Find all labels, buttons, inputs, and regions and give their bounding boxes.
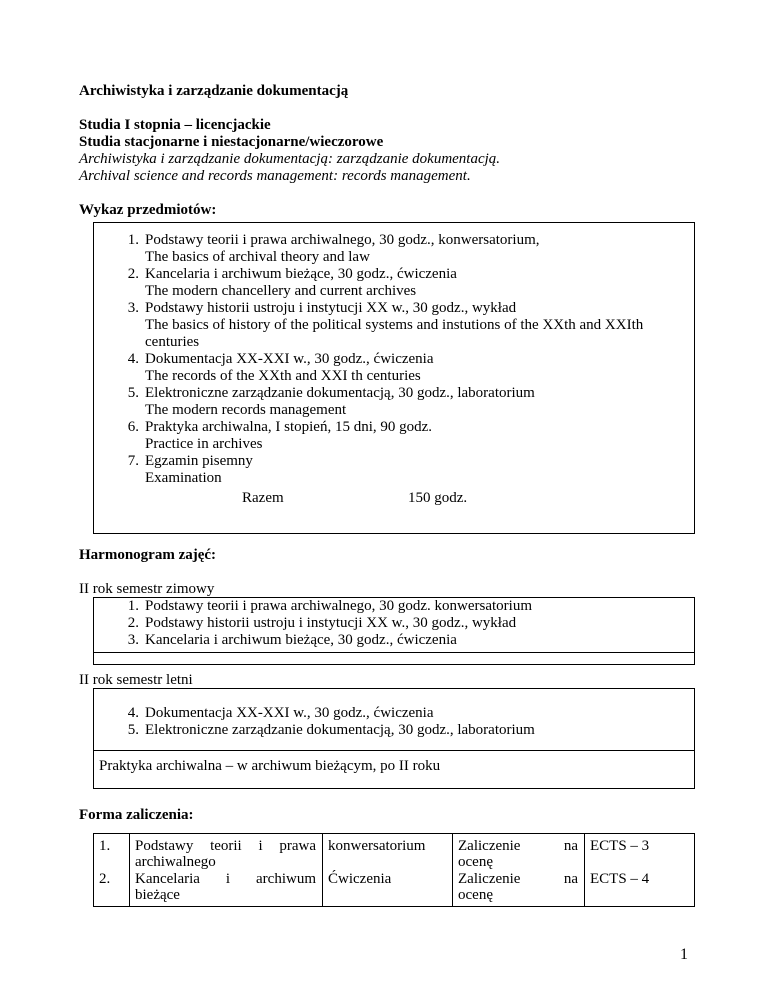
list-item-en: The modern chancellery and current archives (145, 283, 417, 299)
table-cell-credit-cont: ocenę (458, 887, 493, 903)
document-title: Archiwistyka i zarządzanie dokumentacją (79, 83, 349, 99)
table-cell-credit-cont: ocenę (458, 854, 493, 870)
table-cell-num: 1. (99, 838, 111, 854)
list-item-en-cont: centuries (145, 334, 200, 350)
page-number: 1 (680, 946, 688, 963)
practice-note: Praktyka archiwalna – w archiwum bieżącym, po II roku (99, 758, 441, 774)
table-cell-credit: Zaliczenie na (458, 871, 578, 887)
list-item-en: The records of the XXth and XXI th centuries (145, 368, 421, 384)
study-mode: Studia stacjonarne i niestacjonarne/wieczorowe (79, 134, 384, 150)
table-cell-num: 2. (99, 871, 111, 887)
table-cell-type: Ćwiczenia (328, 871, 392, 887)
subjects-list: 1. Podstawy teorii i prawa archiwalnego, 30 godz., konwersatorium, The basics of archival theory and law 2. Kancelaria i archiwum bieżące, 30 godz., ćwiczenia The modern chancellery and current archives 3. Podstawy historii ustroju i instytucji XX w., 30 godz., wykład The basics of history of the political systems and instutions of the XXth and XXIth centuries 4. Dokumentacja XX-XXI w., 30 godz., ćwiczenia The records of the XXth and XXI th centuries 5. Elektroniczne zarządzanie dokumentacją, 30 godz., laboratorium The modern records management 6. Praktyka archiwalna, I stopień, 15 dni, 90 godz. Practice in archives 7. Egzamin pisemny Examination (127, 232, 644, 486)
list-item-en: Examination (145, 470, 222, 486)
study-level: Studia I stopnia – licencjackie (79, 117, 271, 133)
assessment-heading: Forma zaliczenia: (79, 807, 194, 823)
list-item-en: The basics of history of the political systems and instutions of the XXth and XXIth (145, 317, 644, 333)
table-cell-subject-cont: archiwalnego (135, 854, 216, 870)
list-item-en: The modern records management (145, 402, 347, 418)
schedule-heading: Harmonogram zajęć: (79, 547, 217, 563)
summer-list: 4. Dokumentacja XX-XXI w., 30 godz., ćwiczenia 5. Elektroniczne zarządzanie dokumentacją, 30 godz., laboratorium (127, 705, 535, 738)
table-cell-subject: Kancelaria i archiwum (135, 871, 316, 887)
assessment-table (93, 833, 695, 907)
table-cell-subject-cont: bieżące (135, 887, 180, 903)
list-item-en: Practice in archives (145, 436, 263, 452)
list-item-en: The basics of archival theory and law (145, 249, 370, 265)
table-cell-credit: Zaliczenie na (458, 838, 578, 854)
specialization-pl: Archiwistyka i zarządzanie dokumentacją: zarządzanie dokumentacją. (79, 151, 501, 167)
table-cell-type: konwersatorium (328, 838, 426, 854)
winter-box-empty-row (93, 652, 695, 665)
winter-semester-label: II rok semestr zimowy (79, 581, 215, 597)
total-value: 150 godz. (408, 490, 468, 506)
summer-semester-label: II rok semestr letni (79, 672, 193, 688)
table-cell-ects: ECTS – 3 (590, 838, 650, 854)
table-cell-subject: Podstawy teorii i prawa (135, 838, 316, 854)
table-cell-ects: ECTS – 4 (590, 871, 650, 887)
winter-list: 1. Podstawy teorii i prawa archiwalnego, 30 godz. konwersatorium 2. Podstawy historii ustroju i instytucji XX w., 30 godz., wykład 3. Kancelaria i archiwum bieżące, 30 godz., ćwiczenia (127, 598, 532, 648)
specialization-en: Archival science and records management: records management. (79, 168, 471, 184)
subjects-heading: Wykaz przedmiotów: (79, 202, 217, 218)
total-label: Razem (242, 490, 284, 506)
